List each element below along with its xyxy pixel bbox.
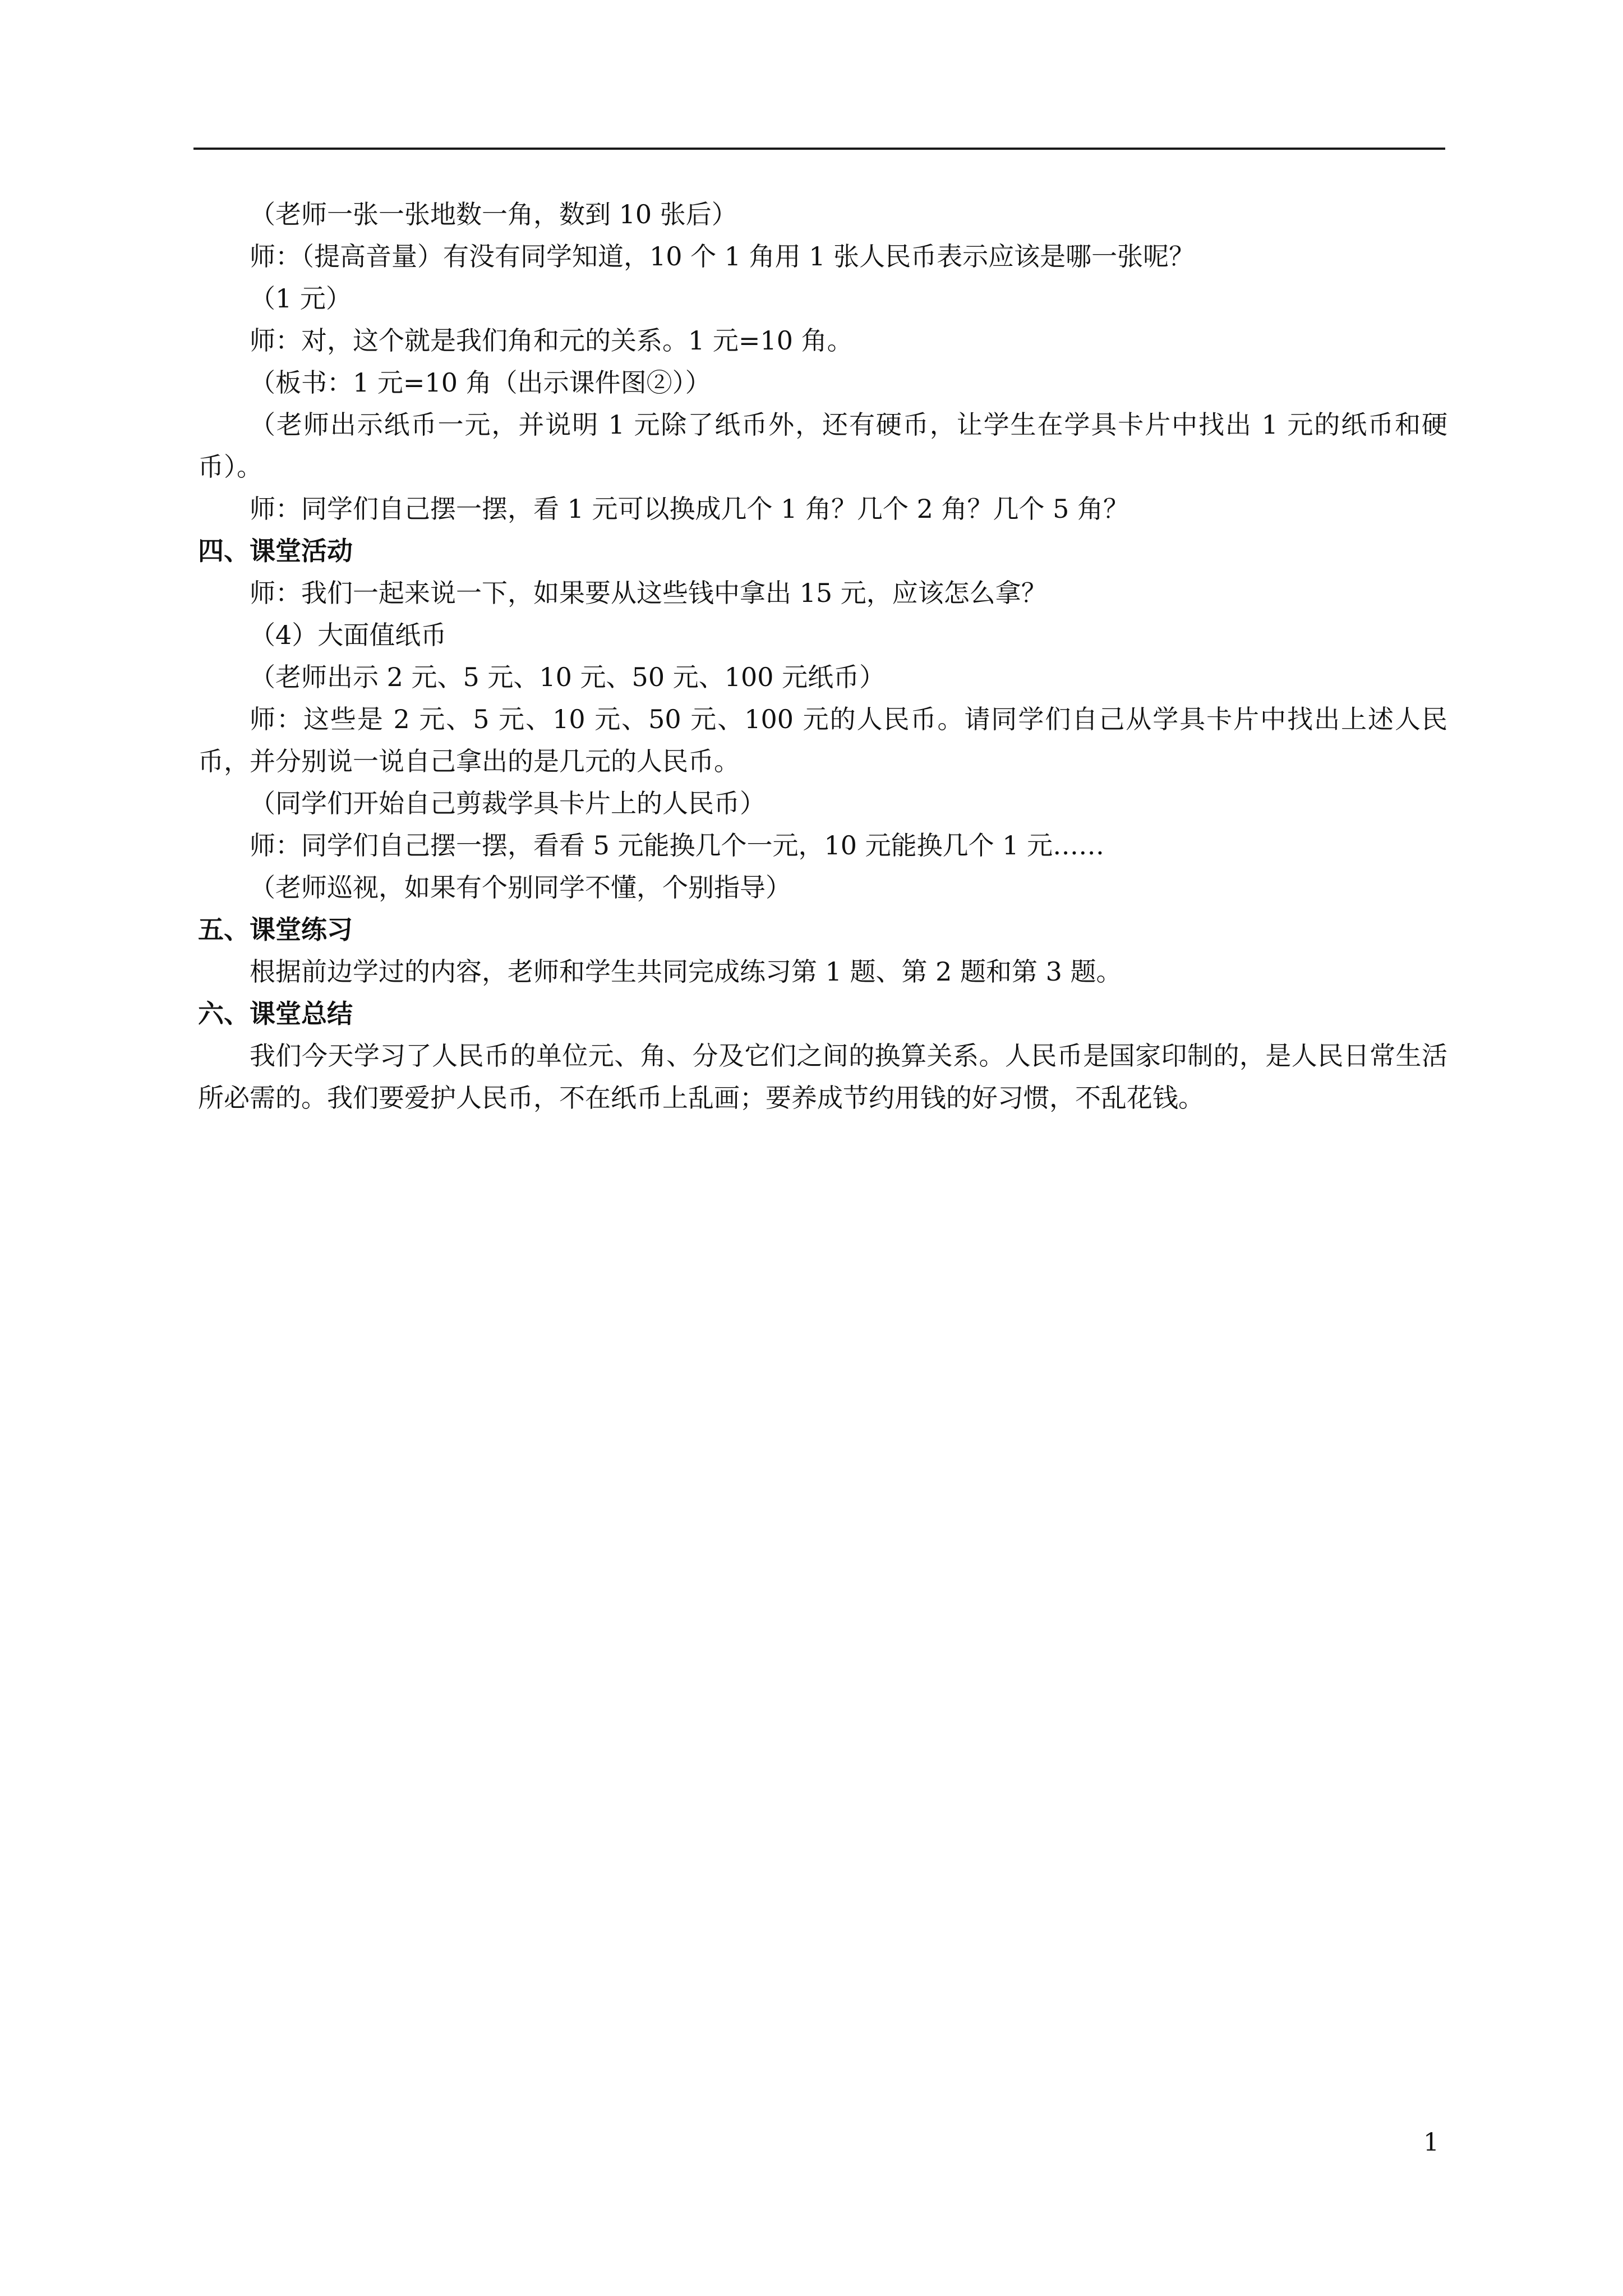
- paragraph: （老师一张一张地数一角，数到 10 张后）: [250, 199, 737, 229]
- paragraph: 师：（提高音量）有没有同学知道，10 个 1 角用 1 张人民币表示应该是哪一张呢？: [250, 241, 1195, 272]
- section-heading-classroom-practice: 五、课堂练习: [198, 914, 353, 945]
- paragraph: （老师出示纸币一元，并说明 1 元除了纸币外，还有硬币，让学生在学具卡片中找出 1 元的纸币和硬币）。: [198, 409, 1447, 482]
- paragraph: 根据前边学过的内容，老师和学生共同完成练习第 1 题、第 2 题和第 3 题。: [250, 956, 1122, 987]
- paragraph: 师：同学们自己摆一摆，看看 5 元能换几个一元，10 元能换几个 1 元……: [250, 830, 1105, 861]
- page-number: 1: [1423, 2128, 1439, 2157]
- paragraph: （1 元）: [250, 283, 352, 314]
- paragraph: 师：对，这个就是我们角和元的关系。1 元=10 角。: [250, 325, 853, 356]
- paragraph: （老师巡视，如果有个别同学不懂，个别指导）: [250, 872, 791, 903]
- paragraph: （老师出示 2 元、5 元、10 元、50 元、100 元纸币）: [250, 662, 886, 692]
- document-body: [198, 194, 1447, 1119]
- paragraph: 师：我们一起来说一下，如果要从这些钱中拿出 15 元，应该怎么拿？: [250, 578, 1047, 608]
- paragraph: （板书：1 元=10 角（出示课件图②））: [250, 367, 711, 398]
- paragraph: （4）大面值纸币: [250, 620, 447, 650]
- header-divider: [193, 148, 1445, 150]
- paragraph: 我们今天学习了人民币的单位元、角、分及它们之间的换算关系。人民币是国家印制的，是人民日常生活所必需的。我们要爱护人民币，不在纸币上乱画；要养成节约用钱的好习惯，不乱花钱。: [198, 1041, 1447, 1113]
- paragraph: （同学们开始自己剪裁学具卡片上的人民币）: [250, 788, 766, 818]
- paragraph: 师：同学们自己摆一摆，看 1 元可以换成几个 1 角？几个 2 角？几个 5 角？: [250, 494, 1129, 524]
- section-heading-classroom-activity: 四、课堂活动: [198, 536, 353, 566]
- paragraph: 师：这些是 2 元、5 元、10 元、50 元、100 元的人民币。请同学们自己从学具卡片中找出上述人民币，并分别说一说自己拿出的是几元的人民币。: [198, 704, 1447, 776]
- section-heading-classroom-summary: 六、课堂总结: [198, 999, 353, 1029]
